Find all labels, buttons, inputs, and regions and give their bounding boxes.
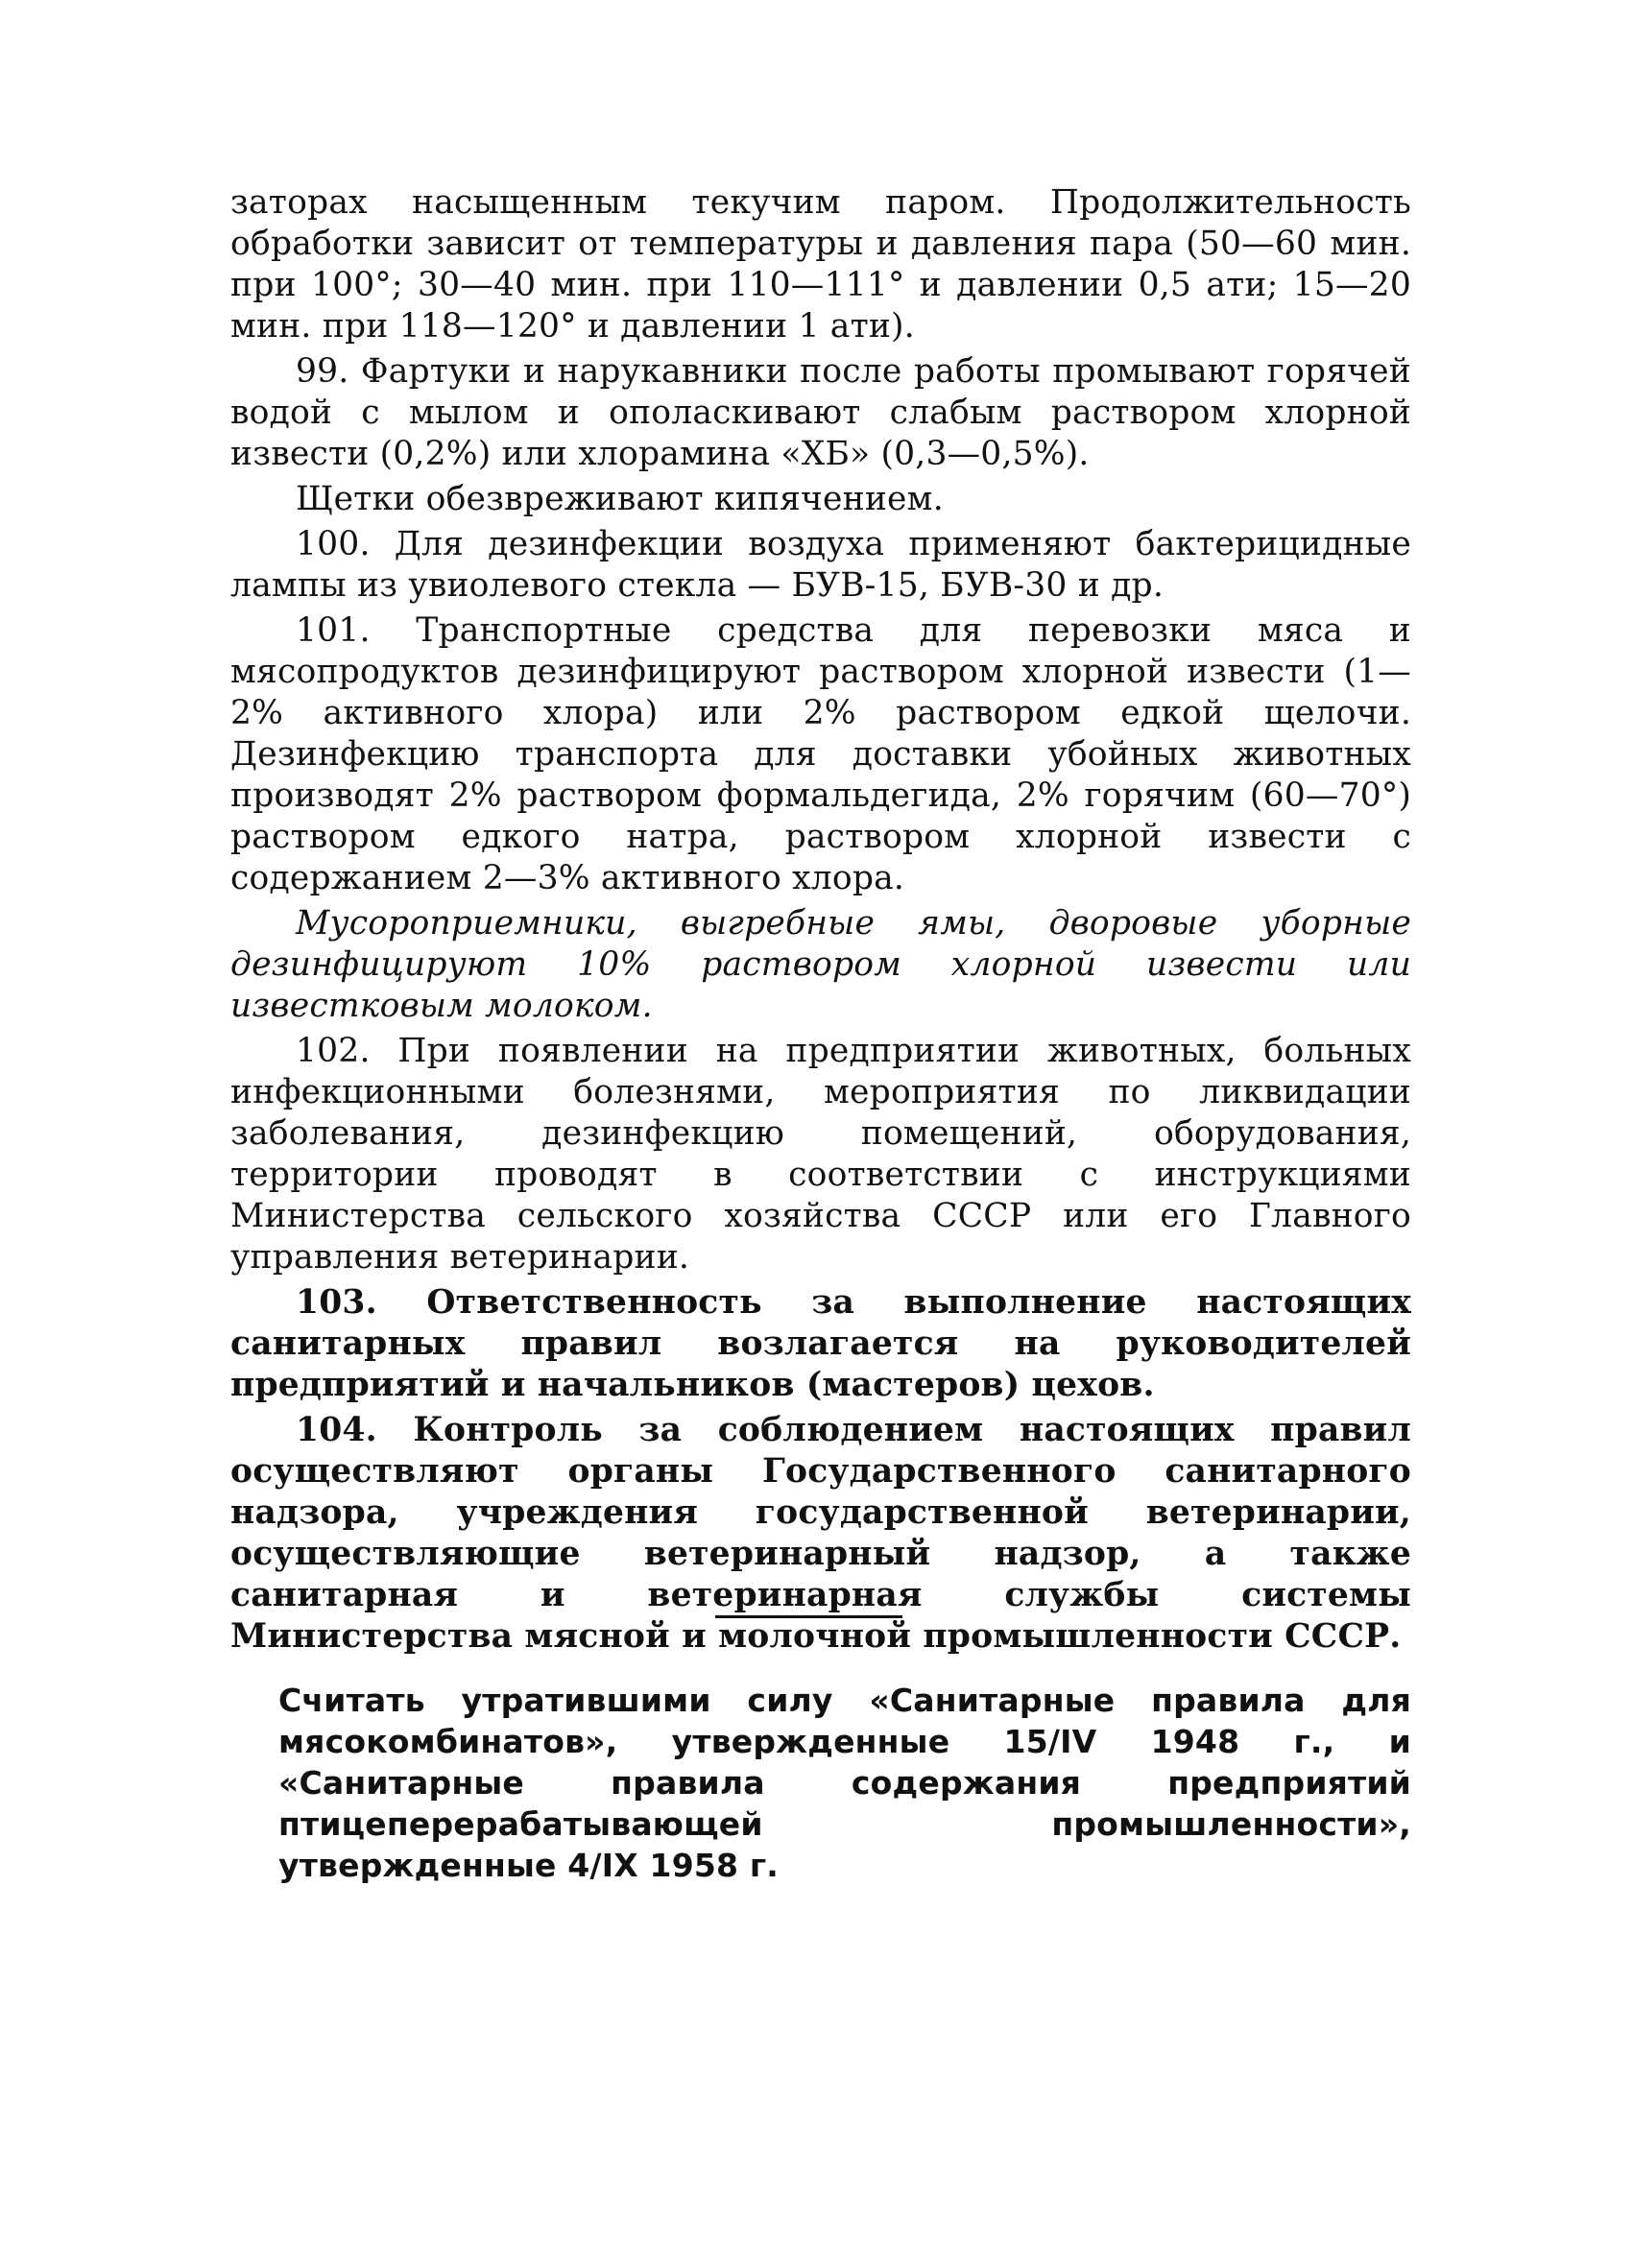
footer-repeal-text: Считать утратившими силу «Санитарные правила для мясокомбинатов», утвержденные 15/IV 1948 г., и «Санитарные правила содержания предприятий птицеперерабатывающей промышленности», утвержденные 4/IX 1958 г. (278, 1682, 1411, 1884)
footer-note (278, 1680, 1411, 1886)
paragraph-98-continued: заторах насыщенным текучим паром. Продолжительность обработки зависит от температуры и давления пара (50—60 мин. при 100°; 30—40 мин. при 110—111° и давлении 0,5 ати; 15—20 мин. при 118—120° и давлении 1 ати). (230, 183, 1411, 346)
main-text-column (230, 182, 1411, 1658)
paragraph-102: 102. При появлении на предприятии животных, больных инфекционными болезнями, мероприятия по ликвидации заболевания, дезинфекцию помещений, оборудования, территории проводят в соответствии с инструкциями Министерства сельского хозяйства СССР или его Главного управления ветеринарии. (230, 1032, 1411, 1277)
paragraph-103: 103. Ответственность за выполнение настоящих санитарных правил возлагается на руководителей предприятий и начальников (мастеров) цехов. (230, 1283, 1411, 1404)
paragraph-99-brushes: Щетки обезвреживают кипячением. (296, 480, 944, 518)
paragraph-100: 100. Для дезинфекции воздуха применяют бактерицидные лампы из увиолевого стекла — БУВ-15, БУВ-30 и др. (230, 525, 1411, 605)
paragraph-101-waste: Мусороприемники, выгребные ямы, дворовые уборные дезинфицируют 10% раствором хлорной извести или известковым молоком. (230, 904, 1411, 1025)
paragraph-99: 99. Фартуки и нарукавники после работы промывают горячей водой с мылом и ополаскивают слабым раствором хлорной извести (0,2%) или хлорамина «ХБ» (0,3—0,5%). (230, 352, 1411, 473)
section-divider (715, 1615, 902, 1618)
paragraph-104: 104. Контроль за соблюдением настоящих правил осуществляют органы Государственного санитарного надзора, учреждения государственной ветеринарии, осуществляющие ветеринарный надзор, а также санитарная и ветеринарная службы системы Министерства мясной и молочной промышленности СССР. (230, 1411, 1411, 1656)
paragraph-101: 101. Транспортные средства для перевозки мяса и мясопродуктов дезинфицируют раствором хлорной извести (1—2% активного хлора) или 2% раствором едкой щелочи. Дезинфекцию транспорта для доставки убойных животных производят 2% раствором формальдегида, 2% горячим (60—70°) раствором едкого натра, раствором хлорной извести с содержанием 2—3% активного хлора. (230, 611, 1411, 897)
